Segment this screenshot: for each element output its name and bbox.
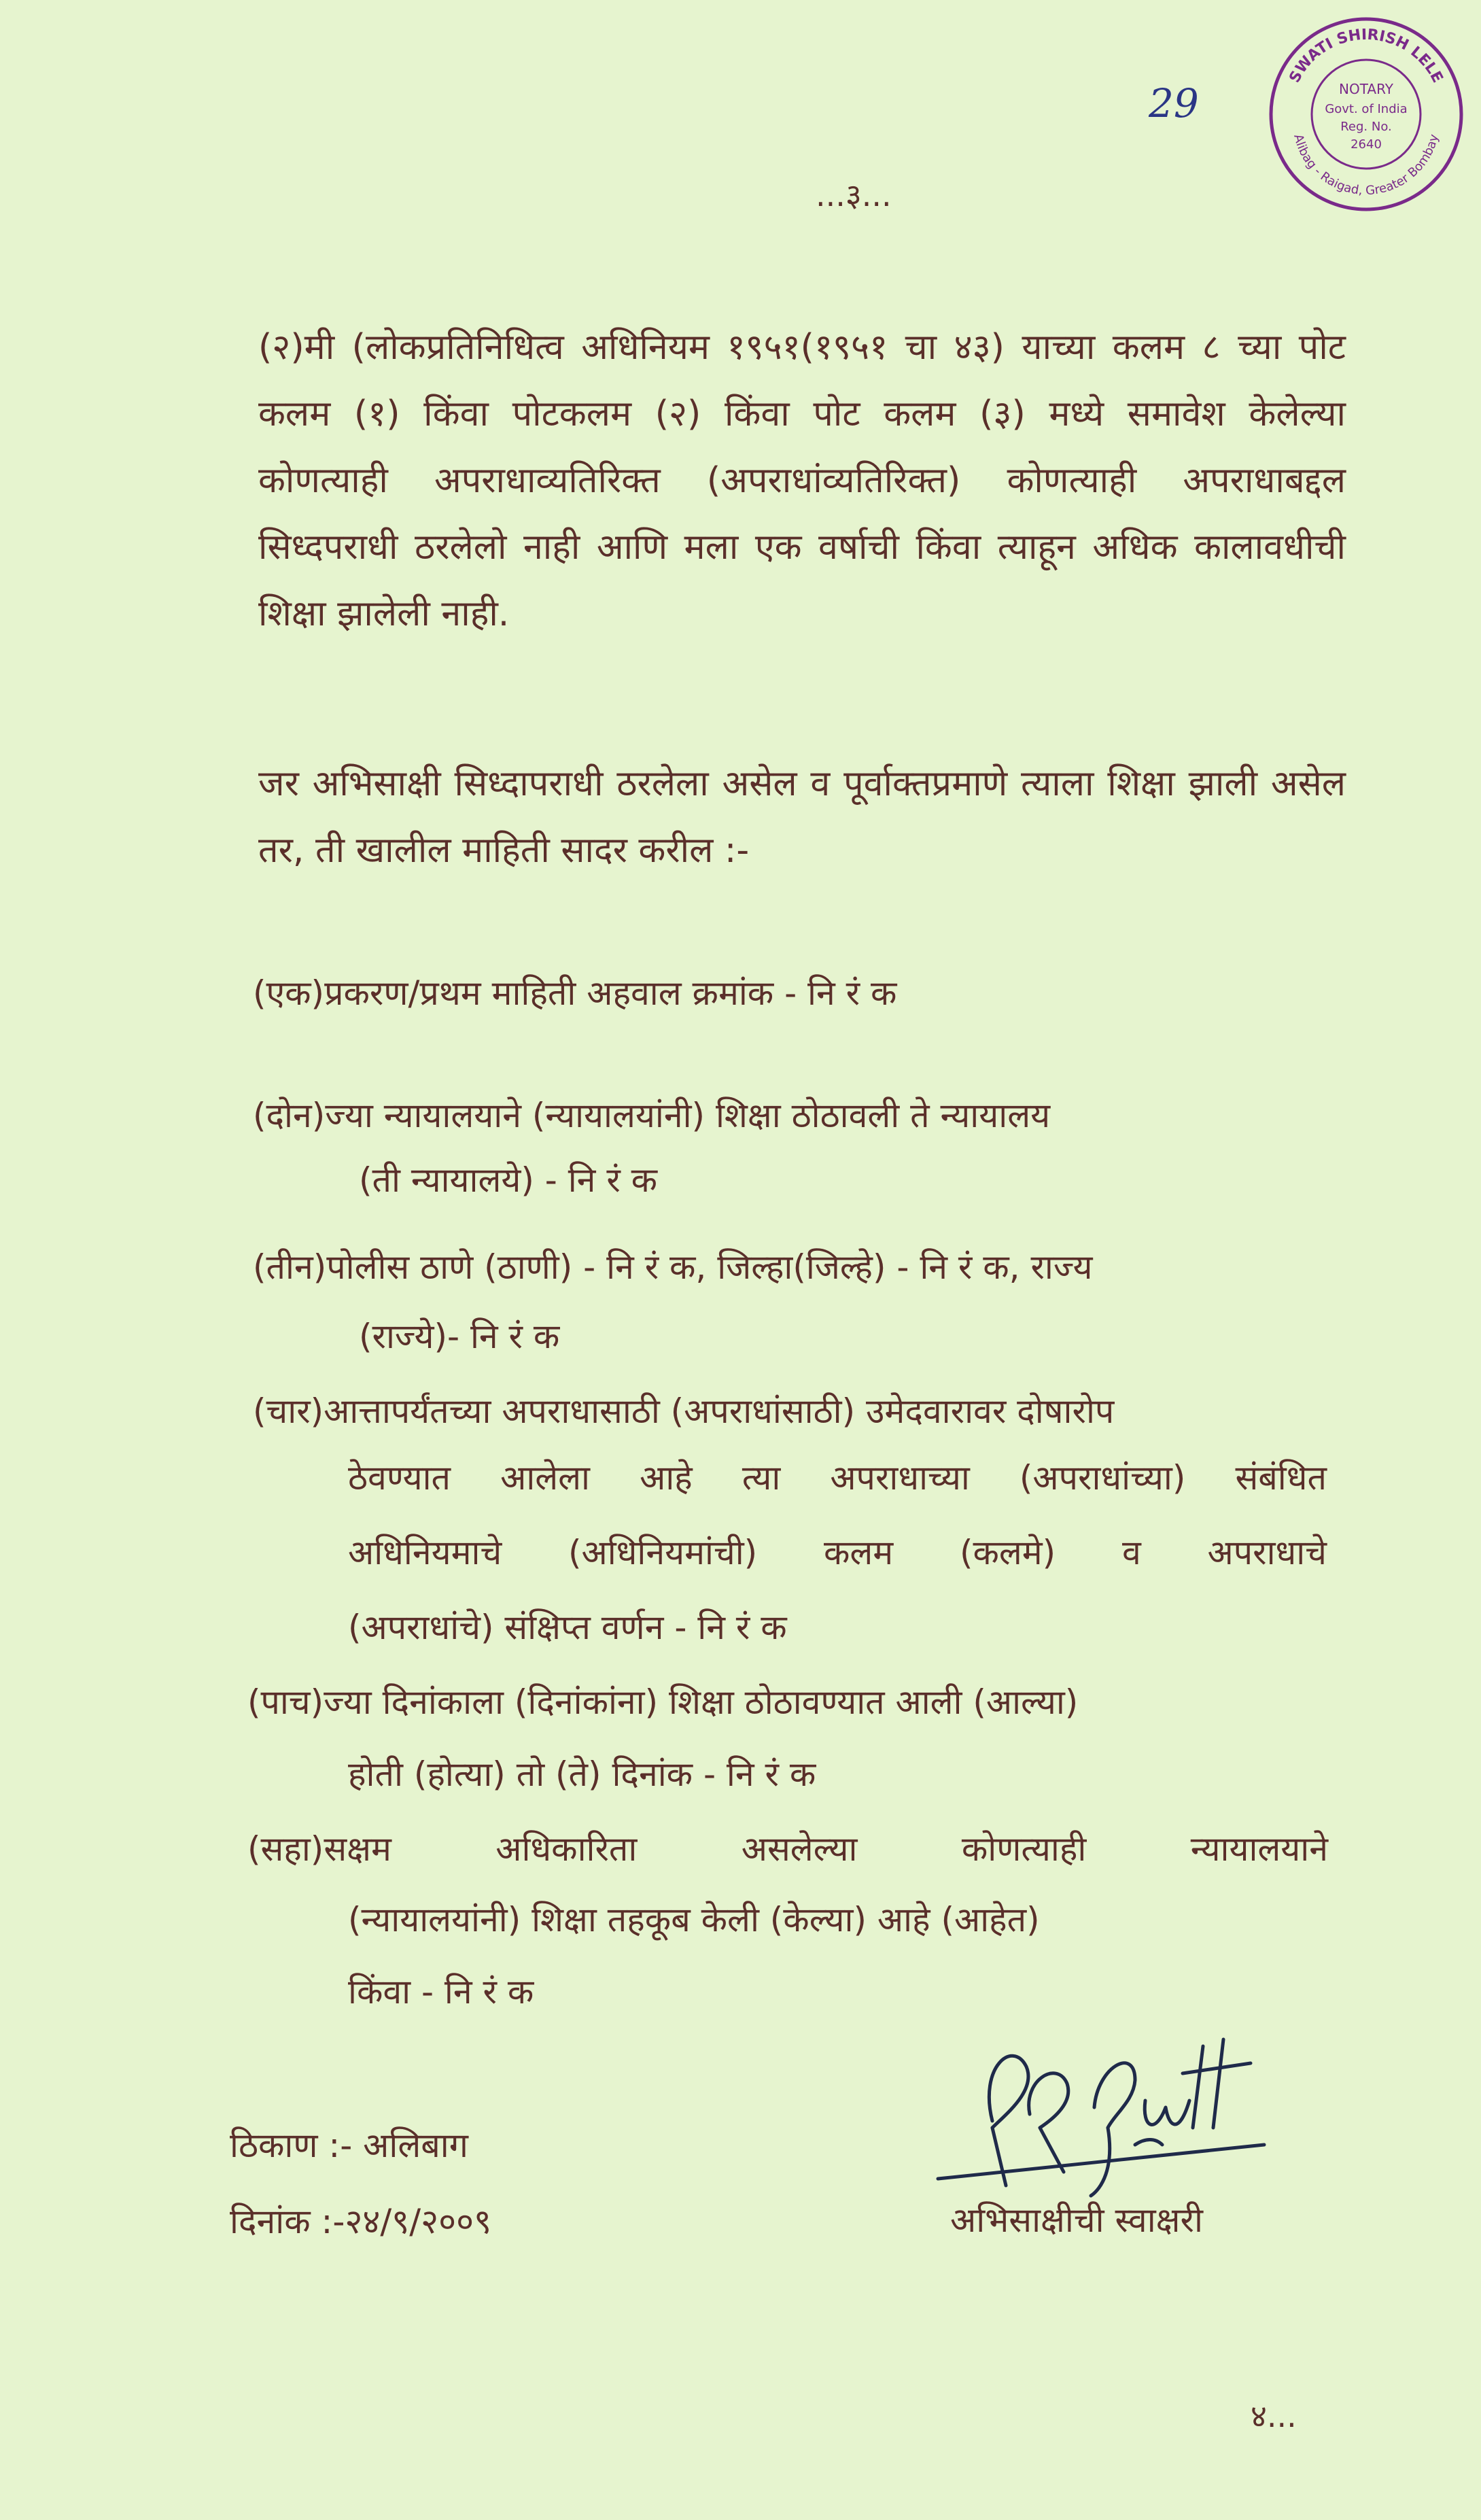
item-six (247, 1825, 1328, 1871)
item-line: पोलीस ठाणे (ठाणी) - नि रं क, जिल्हा(जिल्हे) - नि रं क, राज्य (326, 1247, 1093, 1287)
stamp-govt: Govt. of India (1325, 102, 1408, 116)
item-line: ज्या दिनांकाला (दिनांकांना) शिक्षा ठोठावण्यात आली (आल्या) (324, 1682, 1079, 1722)
item-one (253, 969, 896, 1015)
page-marker: ...३... (816, 177, 892, 213)
stamp-title: NOTARY (1339, 81, 1393, 97)
item-three-continuation: (राज्ये)- नि रं क (359, 1317, 560, 1356)
item-label: (दोन) (253, 1096, 326, 1135)
item-label: (पाच) (247, 1682, 324, 1722)
place-line: ठिकाण :- अलिबाग (230, 2126, 468, 2165)
item-label: (एक) (253, 973, 325, 1013)
item-three (253, 1243, 1092, 1289)
item-four-line-2: ठेवण्यात आलेला आहे त्या अपराधाच्या (अपराधांच्या) संबंधित (348, 1458, 1327, 1498)
item-five (247, 1678, 1078, 1724)
item-four-line-3: अधिनियमाचे (अधिनियमांची) कलम (कलमे) व अपराधाचे (348, 1533, 1327, 1572)
notary-stamp (1264, 12, 1468, 216)
item-line: प्रकरण/प्रथम माहिती अहवाल क्रमांक - नि रं क (324, 973, 897, 1013)
item-four (253, 1387, 1114, 1433)
declaration-paragraph: (२)मी (लोकप्रतिनिधित्व अधिनियम १९५१(१९५१ चा ४३) याच्या कलम ८ च्या पोट कलम (१) किंवा पोटकलम (२) किंवा पोट कलम (३) मध्ये समावेश केलेल्या कोणत्याही अपराधाव्यतिरिक्त (अपराधांव्यतिरिक्त) कोणत्याही अपराधाबद्दल सिध्दपराधी ठरलेलो नाही आणि मला एक वर्षाची किंवा त्याहून अधिक कालावधीची शिक्षा झालेली नाही. (258, 327, 1346, 634)
item-line: आत्तापर्यंतच्या अपराधासाठी (अपराधांसाठी) उमेदवारावर दोषारोप (324, 1392, 1115, 1431)
next-page-marker: ४... (1251, 2398, 1297, 2434)
item-four-line-4: (अपराधांचे) संक्षिप्त वर्णन - नि रं क (348, 1608, 787, 1647)
item-line: ज्या न्यायालयाने (न्यायालयांनी) शिक्षा ठोठावली ते न्यायालय (325, 1096, 1051, 1135)
item-label: (सहा) (247, 1829, 324, 1869)
signature (911, 2026, 1291, 2203)
handwritten-page-number: 29 (1149, 80, 1199, 126)
item-six-line-3: किंवा - नि रं क (348, 1972, 534, 2012)
stamp-reg-label: Reg. No. (1340, 120, 1392, 134)
item-two (253, 1091, 1050, 1137)
item-five-continuation: होती (होत्या) तो (ते) दिनांक - नि रं क (348, 1755, 816, 1794)
stamp-name: SWATI SHIRISH LELE (1286, 26, 1446, 86)
item-label: (तीन) (253, 1247, 327, 1287)
signature-caption: अभिसाक्षीची स्वाक्षरी (950, 2200, 1203, 2240)
date-line: दिनांक :-२४/९/२००९ (230, 2202, 492, 2241)
instruction-paragraph: जर अभिसाक्षी सिध्दापराधी ठरलेला असेल व पूर्वाक्तप्रमाणे त्याला शिक्षा झाली असेल तर, ती खालील माहिती सादर करील :- (258, 763, 1346, 871)
item-six-line-2: (न्यायालयांनी) शिक्षा तहकूब केली (केल्या) आहे (आहेत) (348, 1900, 1040, 1939)
item-line: सक्षम अधिकारिता असलेल्या कोणत्याही न्यायालयाने (324, 1829, 1328, 1869)
stamp-reg-number: 2640 (1351, 137, 1382, 152)
item-two-continuation: (ती न्यायालये) - नि रं क (359, 1160, 658, 1200)
stamp-place: Alibag - Raigad, Greater Bombay (1291, 133, 1442, 199)
item-label: (चार) (253, 1392, 324, 1431)
